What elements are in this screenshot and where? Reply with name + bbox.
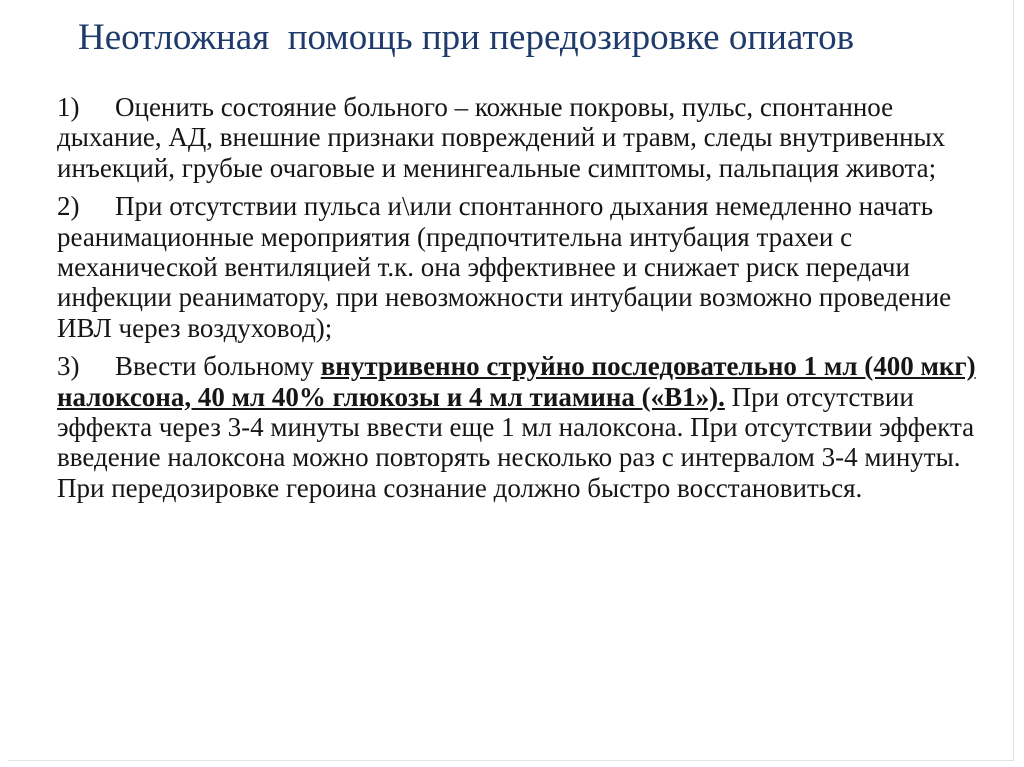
list-item-2-text: При отсутствии пульса и\или спонтанного дыхания немедленно начать реанимационные мероприятия (предпочтительна интубация трахеи с механической вентиляцией т.к. она эффективнее и снижает риск передачи инфекции реаниматору, при невозможности интубации возможно проведение ИВЛ через воздуховод); xyxy=(57,191,952,343)
list-item-3 xyxy=(57,351,1002,503)
list-item-3-text-after: При отсутствии эффекта через 3-4 минуты ввести еще 1 мл налоксона. При отсутствии эффекта введение налоксона можно повторять несколько раз с интервалом 3-4 минуты. При передозировке героина сознание должно быстро восстановиться. xyxy=(57,381,975,503)
slide-title: Неотложная помощь при передозировке опиатов xyxy=(78,17,855,58)
slide-body xyxy=(57,92,1002,511)
list-item-1 xyxy=(57,92,1002,183)
list-item-1-number: 1) xyxy=(57,92,80,122)
list-item-3-text-before: Ввести больному xyxy=(115,351,321,382)
list-item-2 xyxy=(57,191,1002,343)
list-item-3-emphasis: внутривенно струйно последовательно 1 мл (400 мкг) налоксона, 40 мл 40% глюкозы и 4 мл тиамина («В1»). xyxy=(57,351,976,412)
list-item-1-text: Оценить состояние больного – кожные покровы, пульс, спонтанное дыхание, АД, внешние признаки повреждений и травм, следы внутривенных инъекций, грубые очаговые и менингеальные симптомы, пальпация живота; xyxy=(57,92,946,183)
list-item-2-number: 2) xyxy=(57,191,80,222)
list-item-3-number: 3) xyxy=(57,351,80,382)
